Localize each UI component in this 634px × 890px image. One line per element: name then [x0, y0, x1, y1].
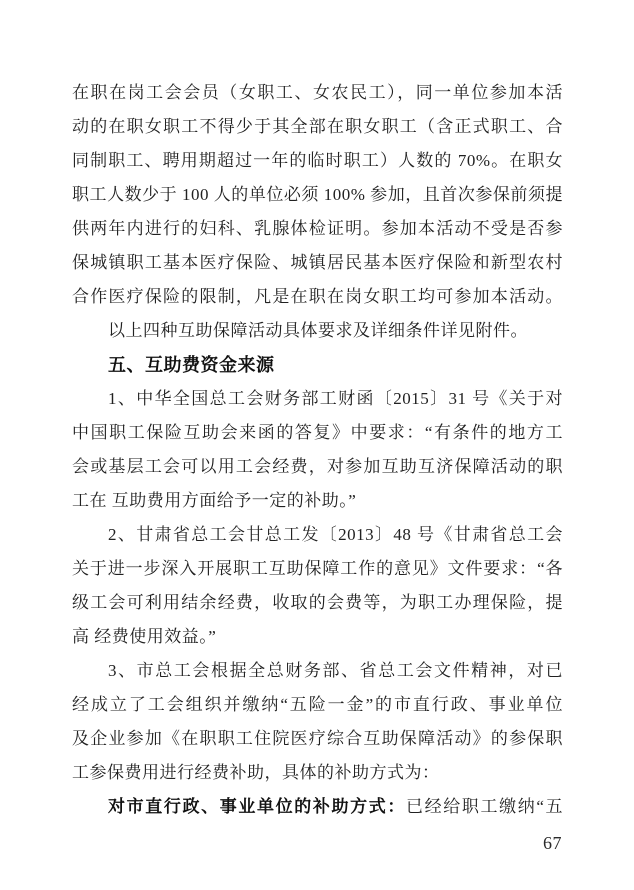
body-line: 保城镇职工基本医疗保险、城镇居民基本医疗保险和新型农村 — [72, 253, 563, 272]
section-heading: 五、互助费资金来源 — [108, 355, 275, 375]
body-line: 职工人数少于 100 人的单位必须 100% 参加，且首次参保前须提 — [72, 185, 563, 204]
body-line: 级工会可利用结余经费，收取的会费等，为职工办理保险，提 — [72, 593, 563, 612]
body-line: 及企业参加《在职职工住院医疗综合互助保障活动》的参保职 — [72, 729, 563, 748]
body-line: 供两年内进行的妇科、乳腺体检证明。参加本活动不受是否参 — [72, 219, 563, 238]
body-line: 同制职工、聘用期超过一年的临时职工）人数的 70%。在职女 — [72, 151, 563, 170]
emphasis-lead-text: 对市直行政、事业单位的补助方式： — [108, 797, 406, 816]
body-line: 1、中华全国总工会财务部工财函〔2015〕31 号《关于对 — [108, 389, 563, 408]
document-body — [72, 76, 563, 824]
body-line — [72, 790, 563, 824]
body-line: 工在 互助费用方面给予一定的补助。” — [72, 491, 357, 510]
body-line: 中国职工保险互助会来函的答复》中要求：“有条件的地方工 — [72, 423, 563, 442]
body-line: 合作医疗保险的限制，凡是在职在岗女职工均可参加本活动。 — [72, 287, 563, 306]
body-line: 工参保费用进行经费补助，具体的补助方式为： — [72, 763, 440, 782]
body-line: 会或基层工会可以用工会经费，对参加互助互济保障活动的职 — [72, 457, 563, 476]
body-text: 已经给职工缴纳“五 — [405, 797, 563, 816]
body-line: 动的在职女职工不得少于其全部在职女职工（含正式职工、合 — [72, 117, 563, 136]
body-line: 以上四种互助保障活动具体要求及详细条件详见附件。 — [108, 321, 528, 340]
page-number: 67 — [543, 833, 562, 853]
body-line: 在职在岗工会会员（女职工、女农民工），同一单位参加本活 — [72, 83, 563, 102]
body-line: 高 经费使用效益。” — [72, 627, 217, 646]
body-line: 3、市总工会根据全总财务部、省总工会文件精神，对已 — [108, 661, 563, 680]
body-line: 关于进一步深入开展职工互助保障工作的意见》文件要求：“各 — [72, 559, 563, 578]
body-line: 2、甘肃省总工会甘总工发〔2013〕48 号《甘肃省总工会 — [108, 525, 563, 544]
body-line: 经成立了工会组织并缴纳“五险一金”的市直行政、事业单位 — [72, 695, 563, 714]
